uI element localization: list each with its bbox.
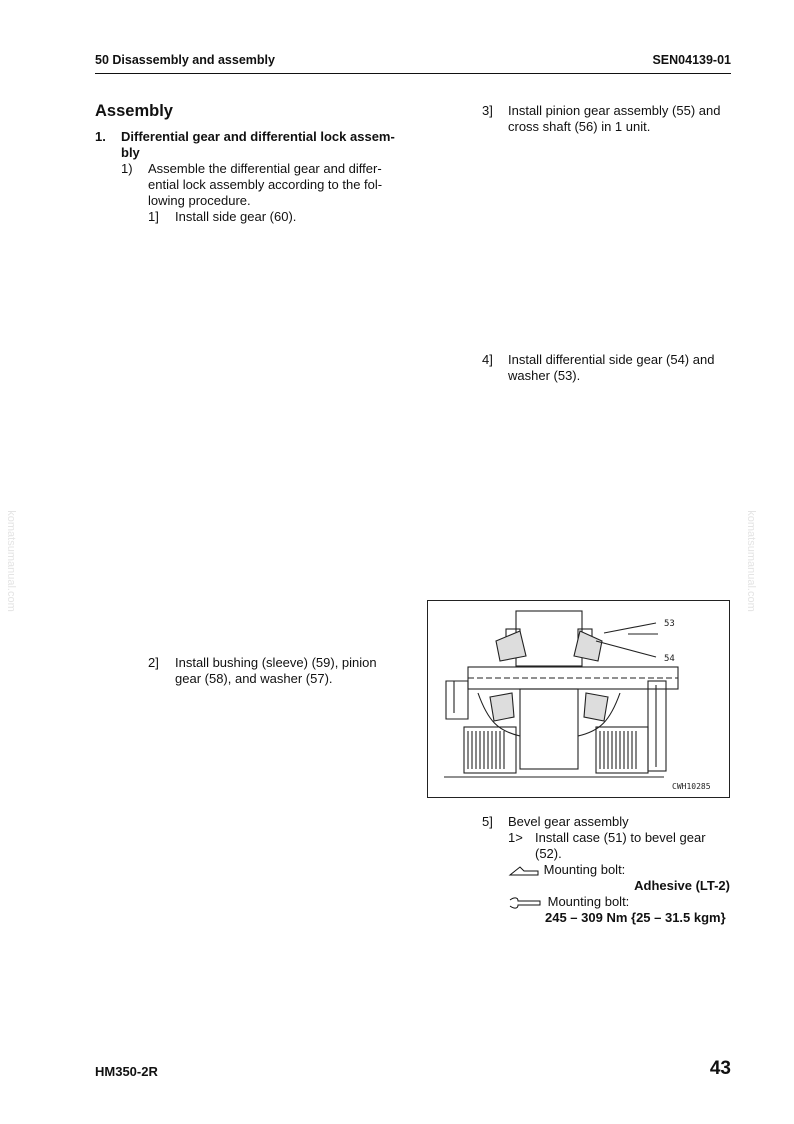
document-code: SEN04139-01 bbox=[652, 53, 731, 67]
watermark-right: komatsumanual.com bbox=[744, 510, 757, 612]
model-number: HM350-2R bbox=[95, 1064, 158, 1079]
item-3-line-2: cross shaft (56) in 1 unit. bbox=[508, 119, 651, 134]
substep-1-number: 1) bbox=[121, 161, 133, 176]
differential-gear-drawing bbox=[428, 601, 729, 797]
figure-code: CWH10285 bbox=[672, 782, 711, 791]
callout-53-leader bbox=[604, 623, 656, 633]
left-disc-stack bbox=[464, 727, 516, 773]
step-1-title-line-2: bly bbox=[121, 145, 140, 160]
header-rule bbox=[95, 73, 731, 74]
substep-1-line-3: lowing procedure. bbox=[148, 193, 251, 208]
adhesive-icon bbox=[508, 865, 540, 877]
callout-54: 54 bbox=[664, 654, 675, 664]
adhesive-label: Mounting bolt: bbox=[543, 862, 626, 877]
item-1-number: 1] bbox=[148, 209, 159, 224]
section-title: 50 Disassembly and assembly bbox=[95, 53, 275, 67]
item-3-number: 3] bbox=[482, 103, 493, 118]
pinion-gear-shape bbox=[490, 693, 514, 721]
item-2-line-1: Install bushing (sleeve) (59), pinion bbox=[175, 655, 377, 670]
torque-row bbox=[508, 894, 629, 911]
item-2-number: 2] bbox=[148, 655, 159, 670]
upper-hub-shape bbox=[516, 611, 582, 666]
item-5-text: Bevel gear assembly bbox=[508, 814, 629, 829]
page-heading: Assembly bbox=[95, 102, 173, 120]
differential-gear-figure bbox=[427, 600, 730, 798]
lower-hub-shape bbox=[520, 689, 578, 769]
torque-label: Mounting bolt: bbox=[547, 894, 630, 909]
step-1-number: 1. bbox=[95, 129, 106, 144]
item-4-number: 4] bbox=[482, 352, 493, 367]
torque-wrench-icon bbox=[508, 897, 544, 909]
item-4-line-2: washer (53). bbox=[508, 368, 581, 383]
substep-5-number: 1> bbox=[508, 830, 523, 845]
page-number: 43 bbox=[709, 1058, 731, 1079]
watermark-left: komatsumanual.com bbox=[4, 510, 17, 612]
item-1-text: Install side gear (60). bbox=[175, 209, 297, 224]
item-3-line-1: Install pinion gear assembly (55) and bbox=[508, 103, 721, 118]
callout-54-leader bbox=[596, 641, 656, 657]
substep-5-line-1: Install case (51) to bevel gear bbox=[535, 830, 706, 845]
side-gear-shape bbox=[496, 631, 526, 661]
right-disc-stack bbox=[596, 727, 648, 773]
substep-1-line-2: ential lock assembly according to the fol- bbox=[148, 177, 383, 192]
adhesive-value: Adhesive (LT-2) bbox=[634, 878, 730, 893]
callout-53: 53 bbox=[664, 619, 675, 629]
substep-1-line-1: Assemble the differential gear and differ- bbox=[148, 161, 382, 176]
adhesive-row bbox=[508, 862, 625, 879]
torque-value: 245 – 309 Nm {25 – 31.5 kgm} bbox=[545, 910, 726, 925]
item-4-line-1: Install differential side gear (54) and bbox=[508, 352, 715, 367]
item-5-number: 5] bbox=[482, 814, 493, 829]
step-1-title-line-1: Differential gear and differential lock assem- bbox=[121, 129, 395, 144]
substep-5-line-2: (52). bbox=[535, 846, 562, 861]
item-2-line-2: gear (58), and washer (57). bbox=[175, 671, 333, 686]
